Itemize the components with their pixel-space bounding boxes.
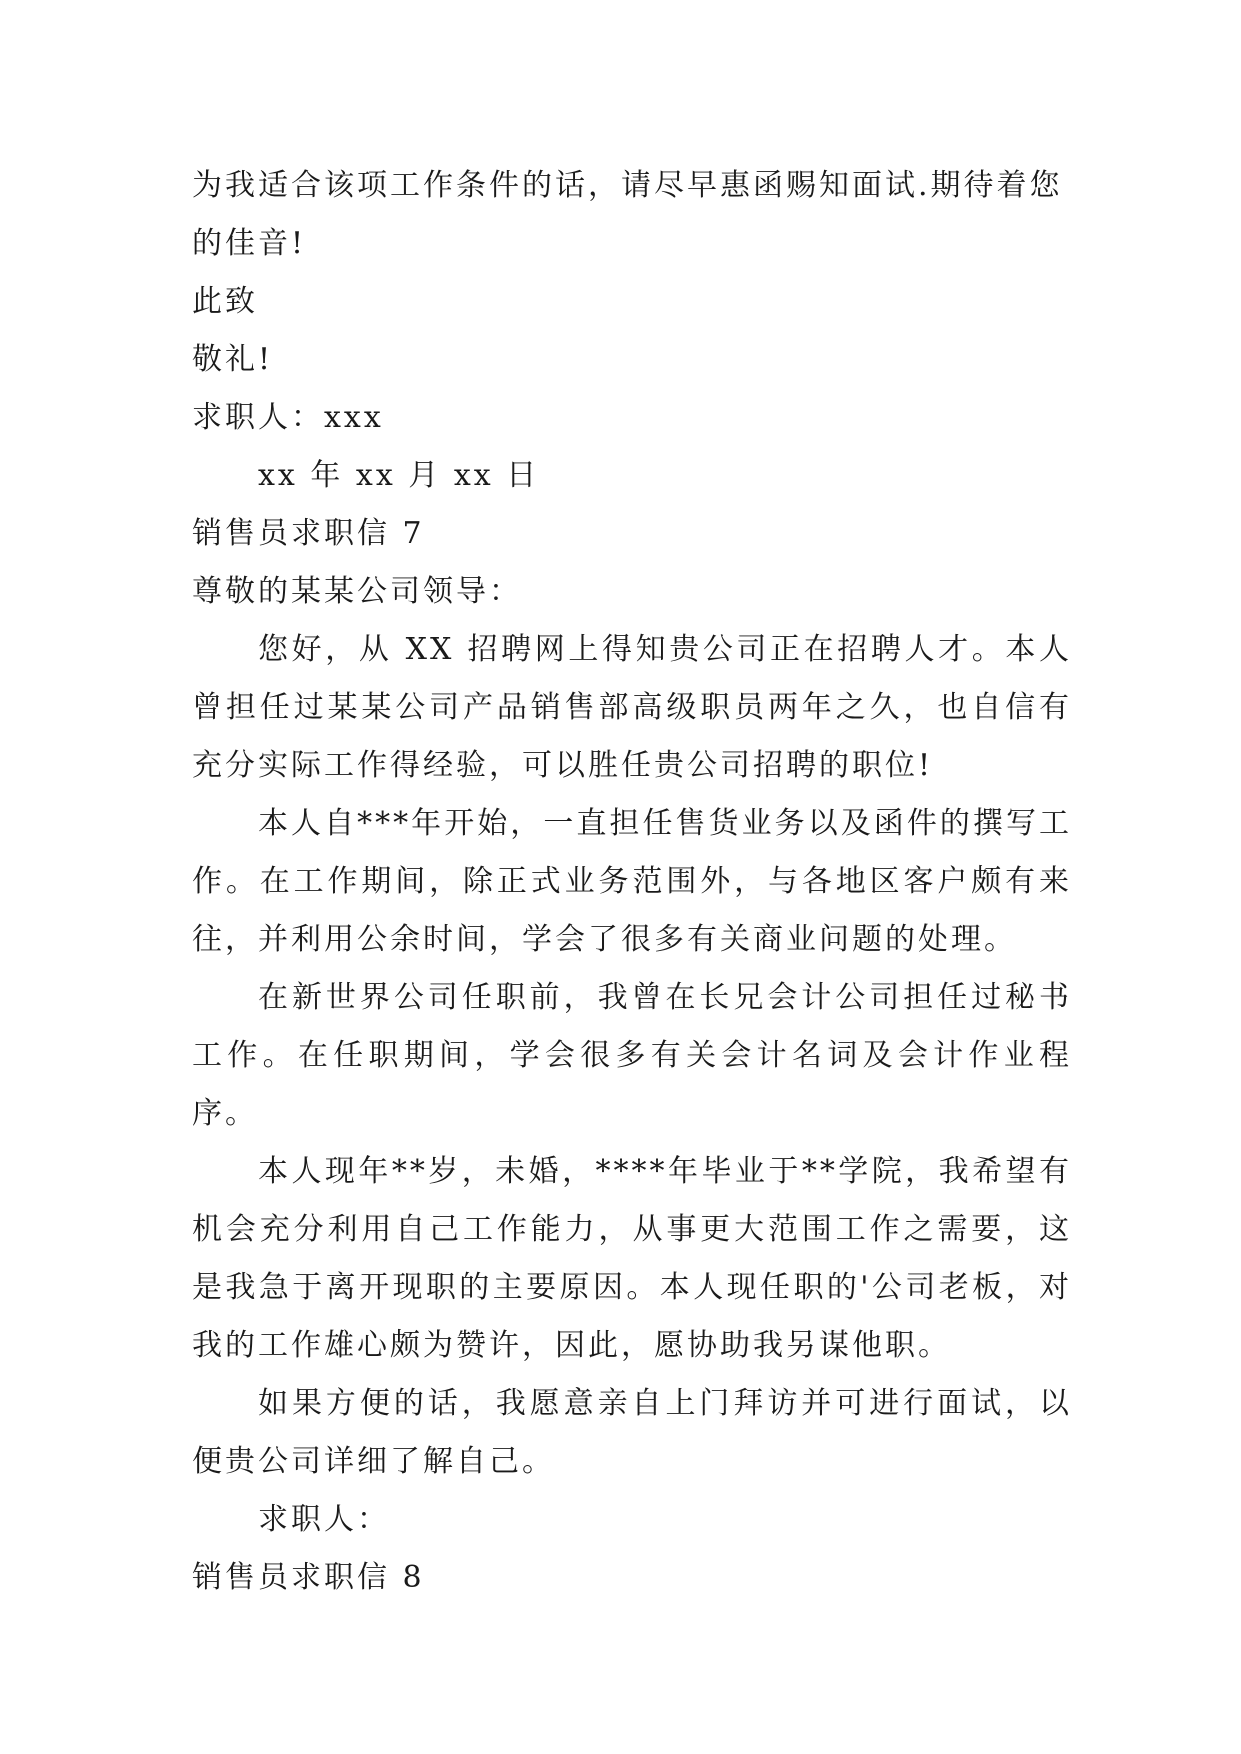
paragraph-7-1: 您好，从 XX 招聘网上得知贵公司正在招聘人才。本人曾担任过某某公司产品销售部高级职员两年之久，也自信有充分实际工作得经验，可以胜任贵公司招聘的职位! xyxy=(192,632,1072,783)
continuation-paragraph: 为我适合该项工作条件的话，请尽早惠函赐知面试.期待着您的佳音! xyxy=(192,168,1063,261)
signature-line-7: 求职人： xyxy=(258,1502,390,1537)
paragraph-7-4: 本人现年**岁，未婚，****年毕业于**学院，我希望有机会充分利用自己工作能力，从事更大范围工作之需要，这是我急于离开现职的主要原因。本人现任职的'公司老板，对我的工作雄心颇为赞许，因此，愿协助我另谋他职。 xyxy=(192,1154,1072,1363)
signature-line: 求职人：xxx xyxy=(192,400,384,435)
paragraph-7-3: 在新世界公司任职前，我曾在长兄会计公司担任过秘书工作。在任职期间，学会很多有关会计名词及会计作业程序。 xyxy=(192,980,1072,1131)
letter-body xyxy=(192,157,1072,1607)
letter-heading-7: 销售员求职信 7 xyxy=(192,516,425,551)
paragraph-7-5: 如果方便的话，我愿意亲自上门拜访并可进行面试，以便贵公司详细了解自己。 xyxy=(192,1386,1072,1479)
closing-line-2: 敬礼! xyxy=(192,342,274,377)
closing-line-1: 此致 xyxy=(192,284,258,319)
salutation-7: 尊敬的某某公司领导： xyxy=(192,574,522,609)
paragraph-7-2: 本人自***年开始，一直担任售货业务以及函件的撰写工作。在工作期间，除正式业务范围外，与各地区客户颇有来往，并利用公余时间，学会了很多有关商业问题的处理。 xyxy=(192,806,1072,957)
date-line: xx 年 xx 月 xx 日 xyxy=(258,458,540,493)
letter-heading-8: 销售员求职信 8 xyxy=(192,1560,425,1595)
